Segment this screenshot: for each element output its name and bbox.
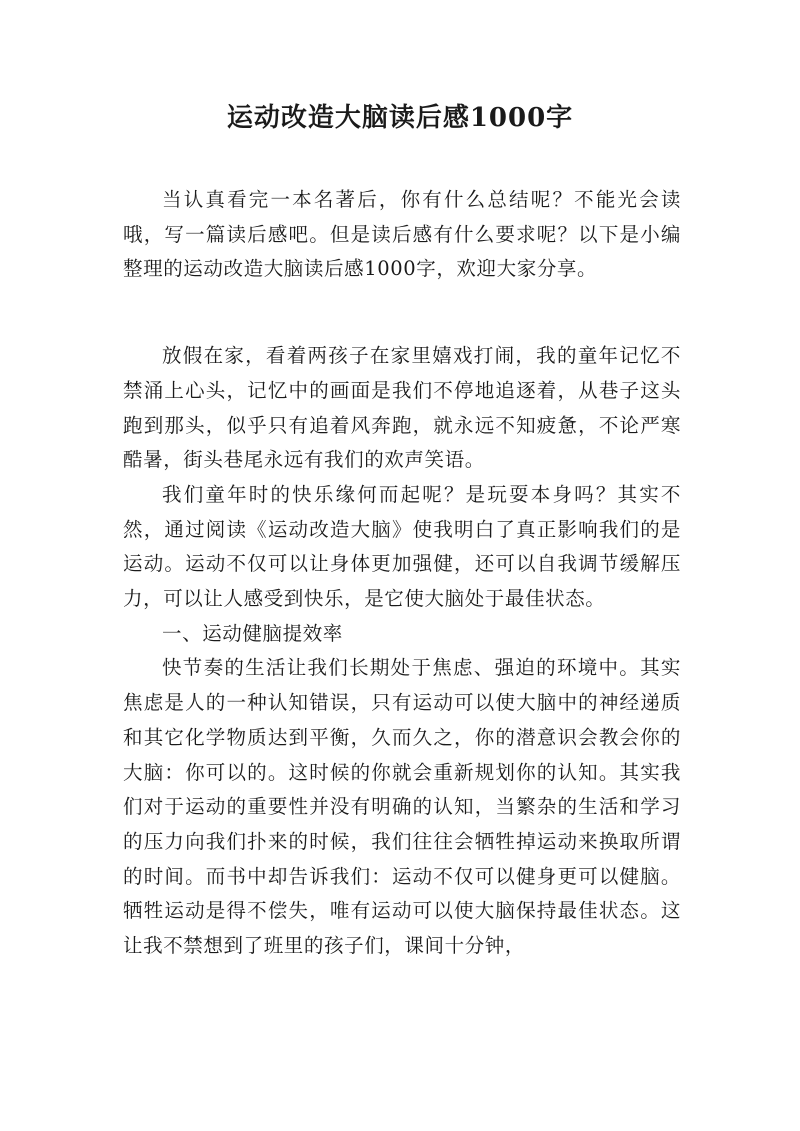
paragraph-gap <box>123 287 681 339</box>
intro-paragraph: 当认真看完一本名著后，你有什么总结呢？不能光会读哦，写一篇读后感吧。但是读后感有什么要求呢？以下是小编整理的运动改造大脑读后感1000字，欢迎大家分享。 <box>123 188 681 281</box>
childhood-paragraph: 放假在家，看着两孩子在家里嬉戏打闹，我的童年记忆不禁涌上心头，记忆中的画面是我们不停地追逐着，从巷子这头跑到那头，似乎只有追着风奔跑，就永远不知疲惫，不论严寒酷暑，街头巷尾永远有我们的欢声笑语。 <box>123 344 681 472</box>
document-title: 运动改造大脑读后感1000字 <box>226 103 574 133</box>
exercise-paragraph: 快节奏的生活让我们长期处于焦虑、强迫的环境中。其实焦虑是人的一种认知错误，只有运动可以使大脑中的神经递质和其它化学物质达到平衡，久而久之，你的潜意识会教会你的大脑：你可以的。这时候的你就会重新规划你的认知。其实我们对于运动的重要性并没有明确的认知，当繁杂的生活和学习的压力向我们扑来的时候，我们往往会牺牲掉运动来换取所谓的时间。而书中却告诉我们：运动不仅可以健身更可以健脑。牺牲运动是得不偿失，唯有运动可以使大脑保持最佳状态。这让我不禁想到了班里的孩子们，课间十分钟， <box>123 656 681 958</box>
section-heading: 一、运动健脑提效率 <box>162 621 343 645</box>
document-body <box>123 183 681 964</box>
reading-paragraph: 我们童年时的快乐缘何而起呢？是玩耍本身吗？其实不然，通过阅读《运动改造大脑》使我明白了真正影响我们的是运动。运动不仅可以让身体更加强健，还可以自我调节缓解压力，可以让人感受到快乐，是它使大脑处于最佳状态。 <box>123 482 681 611</box>
